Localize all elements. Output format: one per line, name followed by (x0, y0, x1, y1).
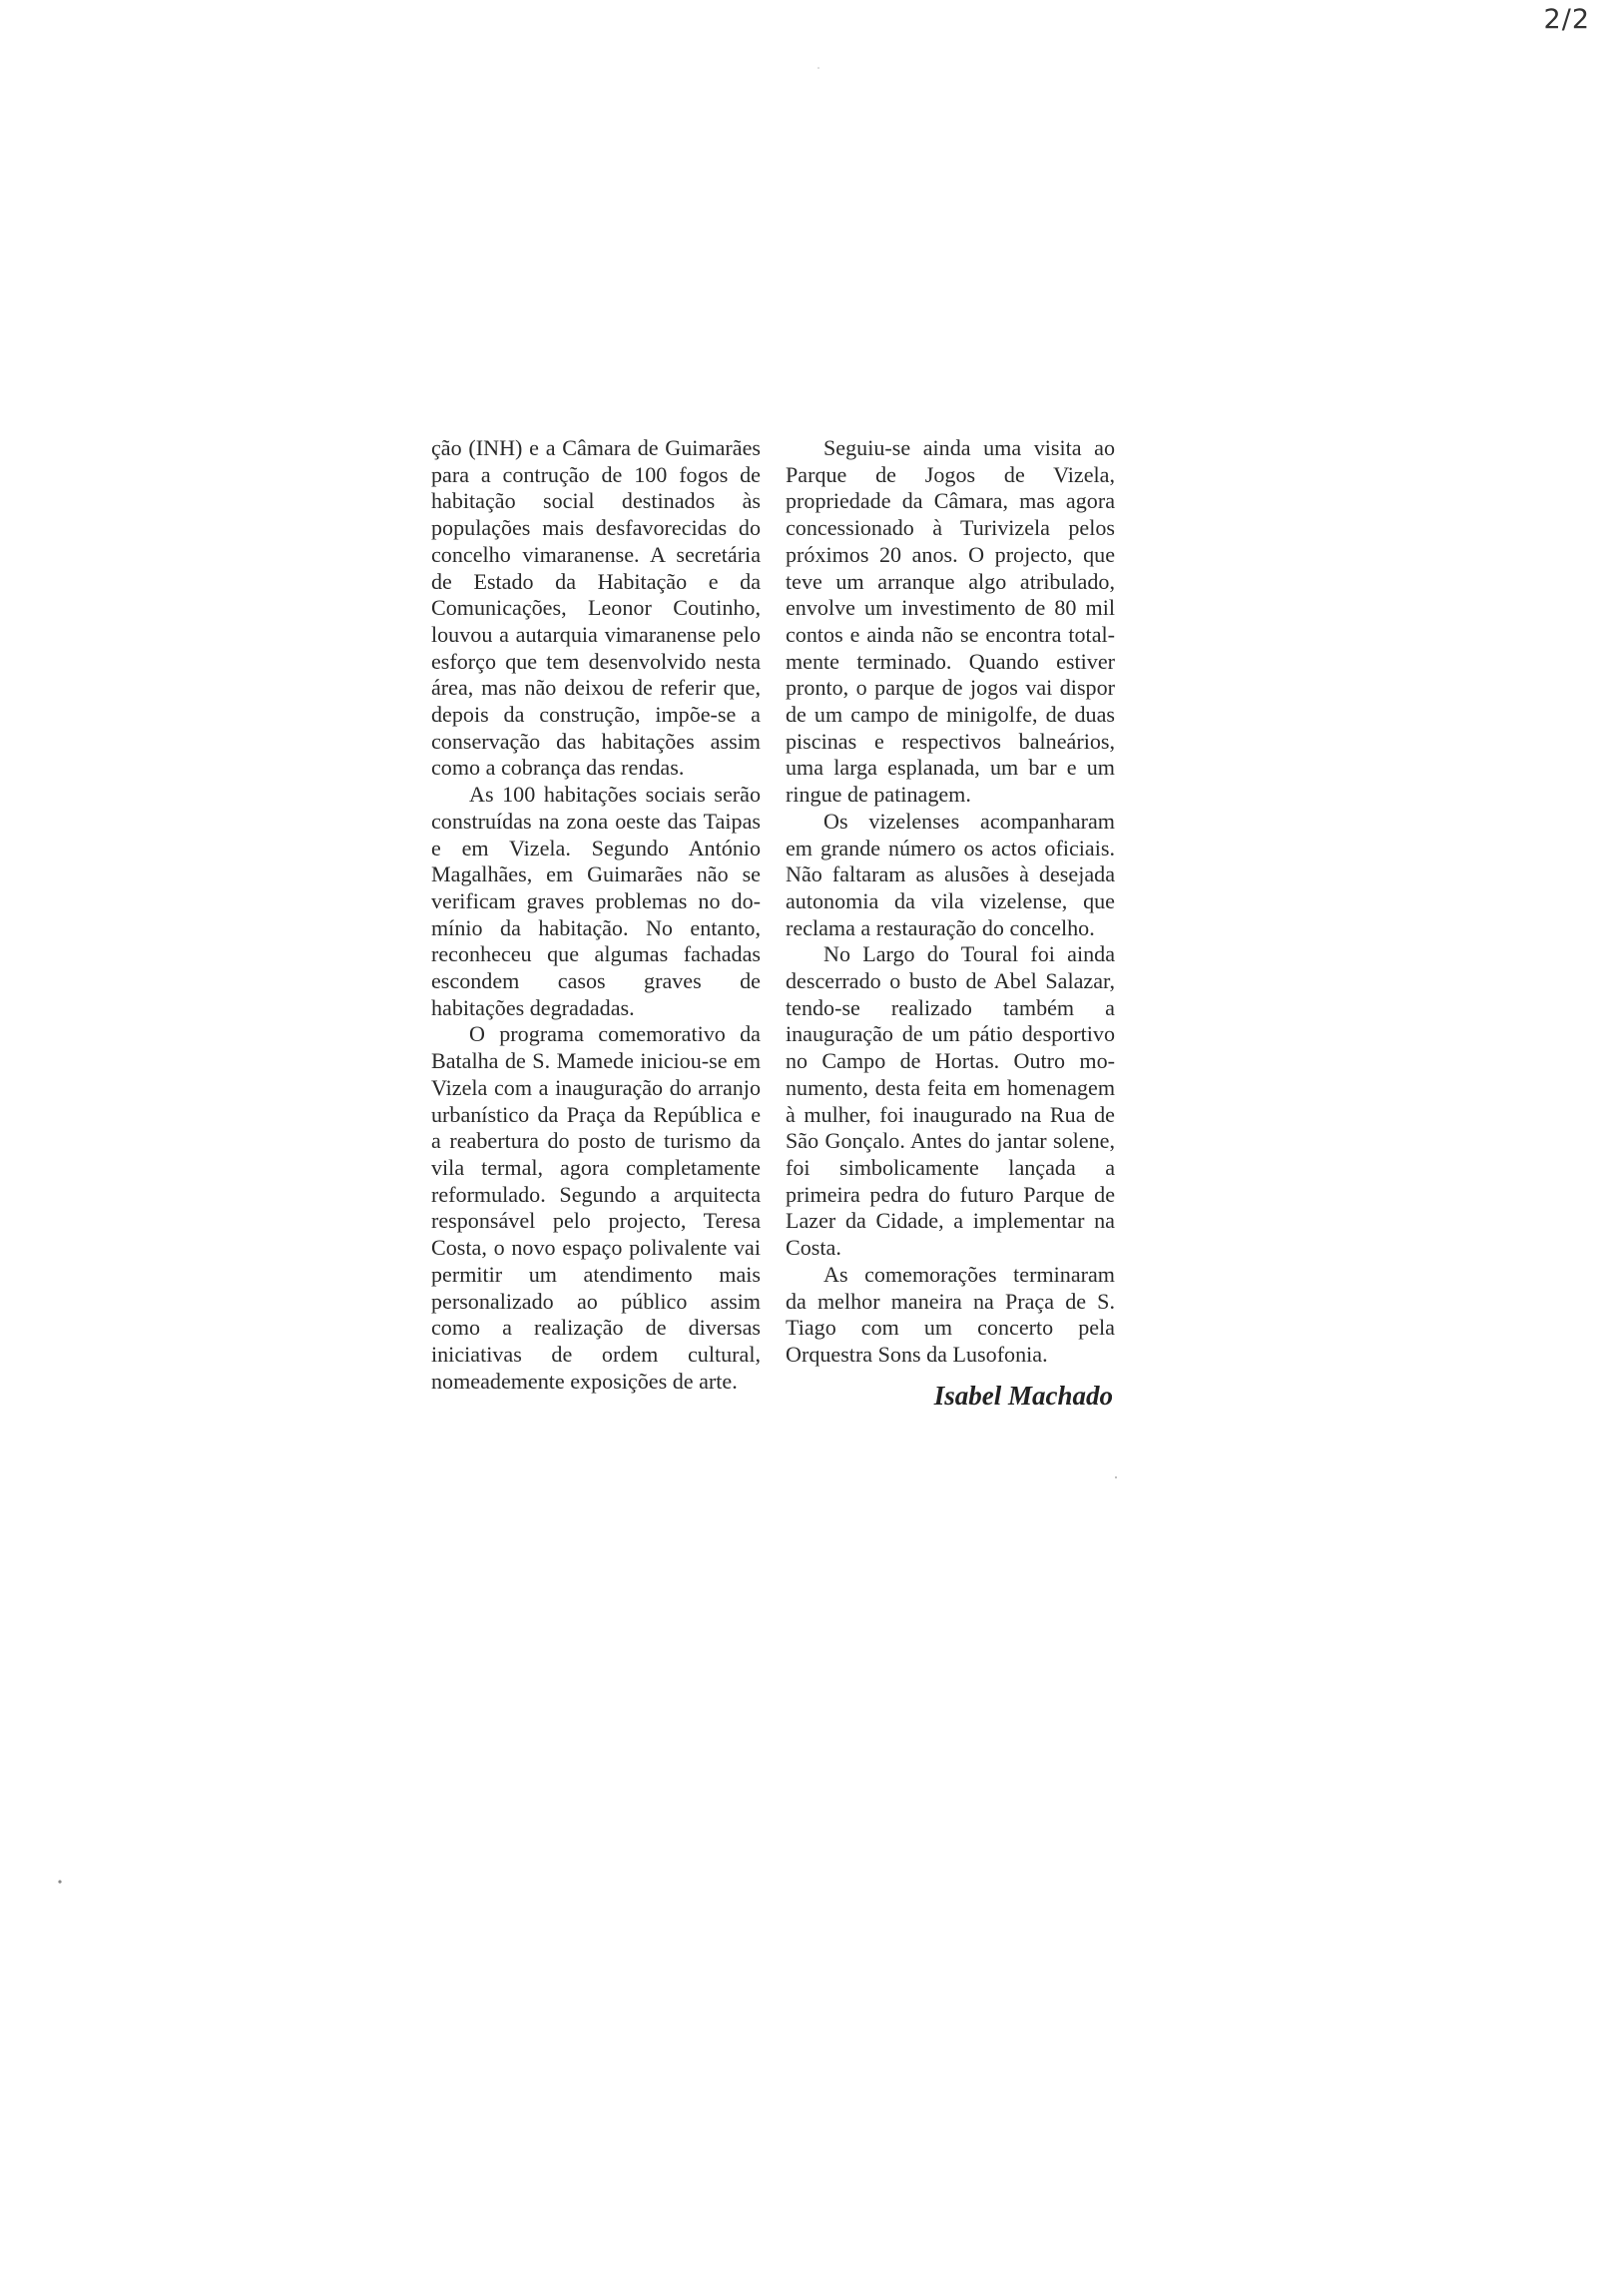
author-signature: Isabel Machado (933, 1380, 1113, 1411)
scan-speck (58, 1880, 61, 1883)
paragraph-vizelenses: Os vizelenses acompanharam em grande número os actos oficiais. Não faltaram as alusões à desejada autonomia da vila vizelense, que reclama a restauração do concelho. (786, 808, 1115, 940)
paragraph-programa-comemorativo: O programa comemorativo da Batalha de S. Mamede iniciou-se em Vizela com a inauguração do arranjo urbanístico da Praça da República e a reabertura do posto de turismo da vila termal, agora completamente reformulado. Segundo a arquitecta responsável pelo projecto, Teresa Costa, o novo espaço polivalente vai permitir um atendimento mais personalizado ao público assim como a realização de diversas iniciativas de ordem cultural, nomeademente exposições de arte. (431, 1021, 761, 1394)
scan-speck (817, 67, 819, 69)
paragraph-largo-do-toural: No Largo do Toural foi ainda descerrado o busto de Abel Salazar, tendo-se realizado também a inauguração de um pátio desportivo no Campo de Hortas. Outro monumento, desta feita em homenagem à mulher, foi inaugurado na Rua de São Gonçalo. Antes do jantar solene, foi simbolicamente lançada a primeira pedra do futuro Parque de Lazer da Cidade, a implementar na Costa. (786, 941, 1115, 1261)
article-column-right (786, 435, 1115, 1412)
paragraph-comemoracoes: As comemorações terminaram da melhor maneira na Praça de S. Tiago com um concerto pela Orquestra Sons da Lusofonia. (786, 1261, 1115, 1367)
newspaper-clipping (431, 435, 1120, 1653)
paragraph-parque-de-jogos: Seguiu-se ainda uma visita ao Parque de Jogos de Vizela, propriedade da Câmara, mas agora concessionado à Turivizela pelos próximos 20 anos. O projecto, que teve um arranque algo atribulado, envolve um investimento de 80 mil contos e ainda não se encontra totalmente terminado. Quando estiver pronto, o parque de jogos vai dispor de um campo de minigolfe, de duas piscinas e respectivos balneários, uma larga esplanada, um bar e um ringue de patinagem. (786, 435, 1115, 808)
page-number: 2/2 (1543, 4, 1590, 35)
paragraph-habitacao-social: ção (INH) e a Câmara de Guimarães para a contrução de 100 fogos de habitação social destinados às populações mais desfavorecidas do concelho vimaranense. A secretária de Estado da Habitação e da Comunicações, Leonor Coutinho, louvou a autarquia vimaranense pelo esforço que tem desenvolvido nesta área, mas não deixou de referir que, depois da construção, impõe-se a conservação das habitações assim como a cobrança das rendas. (431, 435, 761, 781)
paragraph-habitacoes-sociais: As 100 habitações sociais serão construídas na zona oeste das Taipas e em Vizela. Segundo António Magalhães, em Guimarães não se verificam graves problemas no domínio da habitação. No entanto, reconheceu que algumas fachadas escondem casos graves de habitações degradadas. (431, 782, 761, 1020)
article-column-left (431, 435, 761, 1395)
